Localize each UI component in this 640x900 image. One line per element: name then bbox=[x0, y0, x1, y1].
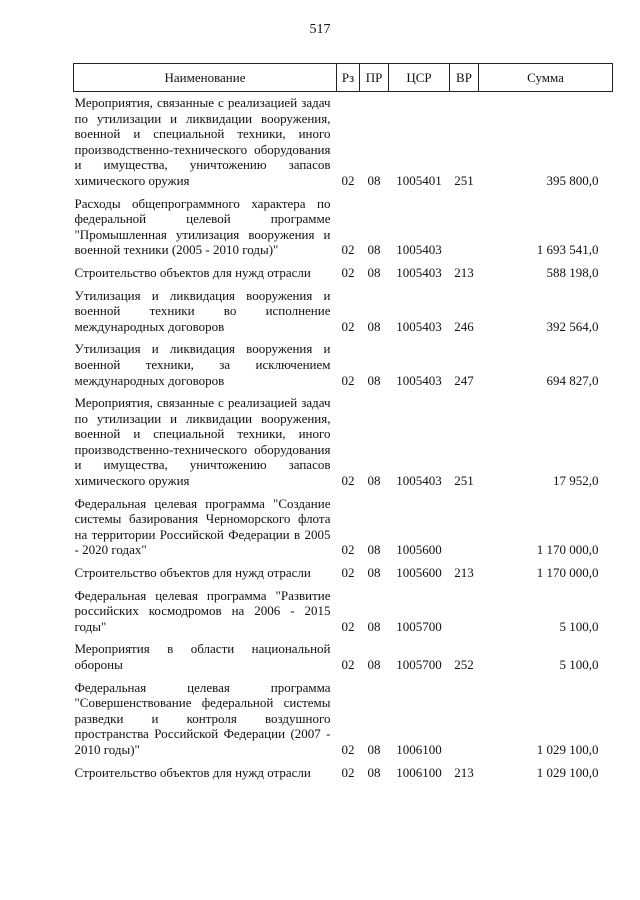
row-pr: 08 bbox=[367, 657, 381, 672]
row-rz: 02 bbox=[341, 618, 355, 634]
row-name: Утилизация и ликвидация вооружения и военной техники во исполнение международных договоров bbox=[74, 287, 331, 334]
row-pr: 08 bbox=[367, 542, 381, 558]
row-vr: 213 bbox=[454, 764, 474, 780]
row-pr: 08 bbox=[367, 473, 381, 489]
table-row bbox=[74, 261, 613, 284]
row-vr bbox=[450, 584, 479, 638]
row-rz: 02 bbox=[341, 372, 355, 388]
budget-table bbox=[73, 63, 613, 783]
table-row bbox=[74, 391, 613, 492]
row-csr: 1005403 bbox=[396, 318, 442, 334]
row-csr: 1005403 bbox=[396, 473, 442, 489]
row-pr: 08 bbox=[367, 741, 381, 757]
row-pr: 08 bbox=[367, 172, 381, 188]
row-sum: 1 693 541,0 bbox=[536, 242, 599, 258]
table-body bbox=[74, 92, 613, 784]
row-rz: 02 bbox=[341, 542, 355, 558]
table-row bbox=[74, 492, 613, 561]
header-vr: ВР bbox=[450, 64, 479, 92]
row-vr: 251 bbox=[454, 172, 474, 188]
row-name: Мероприятия, связанные с реализацией задач по утилизации и ликвидации вооружения, военной и специальной техники, иного производственно-технического оборудования и имущества, уничтожению запасов химического оружия bbox=[74, 95, 331, 188]
row-sum: 5 100,0 bbox=[559, 657, 599, 672]
table-row bbox=[74, 561, 613, 584]
header-name: Наименование bbox=[74, 64, 337, 92]
row-pr: 08 bbox=[367, 565, 381, 581]
row-vr: 213 bbox=[454, 565, 474, 581]
row-sum: 395 800,0 bbox=[546, 172, 599, 188]
table-row bbox=[74, 192, 613, 261]
row-name: Федеральная целевая программа "Совершенствование федеральной системы разведки и контроля воздушного пространства Российской Федерации (2007 - 2010 годы)" bbox=[74, 679, 331, 757]
row-name: Расходы общепрограммного характера по федеральной целевой программе "Промышленная утилизация вооружения и военной техники (2005 - 2010 годы)" bbox=[74, 195, 331, 258]
row-vr: 251 bbox=[454, 473, 474, 489]
row-name: Мероприятия в области национальной обороны bbox=[74, 641, 331, 672]
row-name: Утилизация и ликвидация вооружения и военной техники, за исключением международных договоров bbox=[74, 341, 331, 388]
table-row bbox=[74, 92, 613, 192]
row-vr: 252 bbox=[454, 657, 474, 672]
header-rz: Рз bbox=[337, 64, 360, 92]
row-vr bbox=[450, 492, 479, 561]
row-sum: 1 170 000,0 bbox=[536, 542, 599, 558]
row-sum: 392 564,0 bbox=[546, 318, 599, 334]
header-pr: ПР bbox=[360, 64, 389, 92]
row-vr: 213 bbox=[454, 264, 474, 280]
row-rz: 02 bbox=[341, 473, 355, 489]
row-pr: 08 bbox=[367, 764, 381, 780]
row-csr: 1005600 bbox=[396, 565, 442, 581]
row-rz: 02 bbox=[341, 565, 355, 581]
row-sum: 17 952,0 bbox=[553, 473, 599, 489]
row-name: Строительство объектов для нужд отрасли bbox=[74, 565, 311, 581]
row-sum: 5 100,0 bbox=[559, 618, 599, 634]
header-row bbox=[74, 64, 613, 92]
table-row bbox=[74, 284, 613, 338]
row-csr: 1005401 bbox=[396, 172, 442, 188]
row-vr bbox=[450, 192, 479, 261]
row-pr: 08 bbox=[367, 242, 381, 258]
row-rz: 02 bbox=[341, 172, 355, 188]
row-csr: 1005403 bbox=[396, 242, 442, 258]
table-row bbox=[74, 337, 613, 391]
table-row bbox=[74, 584, 613, 638]
row-vr bbox=[450, 676, 479, 761]
row-rz: 02 bbox=[341, 764, 355, 780]
row-rz: 02 bbox=[341, 264, 355, 280]
table-header bbox=[74, 64, 613, 92]
table-row bbox=[74, 676, 613, 761]
row-csr: 1005700 bbox=[396, 618, 442, 634]
row-pr: 08 bbox=[367, 372, 381, 388]
row-sum: 1 029 100,0 bbox=[536, 764, 599, 780]
row-rz: 02 bbox=[341, 741, 355, 757]
row-csr: 1006100 bbox=[396, 741, 442, 757]
row-name: Федеральная целевая программа "Развитие российских космодромов на 2006 - 2015 годы" bbox=[74, 587, 331, 634]
row-csr: 1005403 bbox=[396, 264, 442, 280]
row-name: Мероприятия, связанные с реализацией задач по утилизации и ликвидации вооружения, военной и специальной техники, иного производственно-технического оборудования и имущества, уничтожению запасов химического оружия bbox=[74, 395, 331, 489]
header-sum: Сумма bbox=[479, 64, 613, 92]
row-name: Федеральная целевая программа "Создание системы базирования Черноморского флота на территории Российской Федерации в 2005 - 2020 годах" bbox=[74, 495, 331, 558]
row-csr: 1005700 bbox=[396, 657, 442, 672]
row-sum: 694 827,0 bbox=[546, 372, 599, 388]
table-row bbox=[74, 761, 613, 784]
row-csr: 1006100 bbox=[396, 764, 442, 780]
row-sum: 1 170 000,0 bbox=[536, 565, 599, 581]
row-sum: 1 029 100,0 bbox=[536, 741, 599, 757]
row-rz: 02 bbox=[341, 318, 355, 334]
row-rz: 02 bbox=[341, 242, 355, 258]
row-rz: 02 bbox=[341, 657, 355, 672]
page-number: 517 bbox=[309, 22, 331, 37]
row-pr: 08 bbox=[367, 318, 381, 334]
row-vr: 246 bbox=[454, 318, 474, 334]
row-pr: 08 bbox=[367, 618, 381, 634]
row-csr: 1005403 bbox=[396, 372, 442, 388]
table-row bbox=[74, 637, 613, 675]
row-name: Строительство объектов для нужд отрасли bbox=[74, 264, 311, 280]
row-vr: 247 bbox=[454, 372, 474, 388]
row-sum: 588 198,0 bbox=[546, 264, 599, 280]
row-name: Строительство объектов для нужд отрасли bbox=[74, 764, 311, 780]
row-pr: 08 bbox=[367, 264, 381, 280]
row-csr: 1005600 bbox=[396, 542, 442, 558]
header-csr: ЦСР bbox=[389, 64, 450, 92]
